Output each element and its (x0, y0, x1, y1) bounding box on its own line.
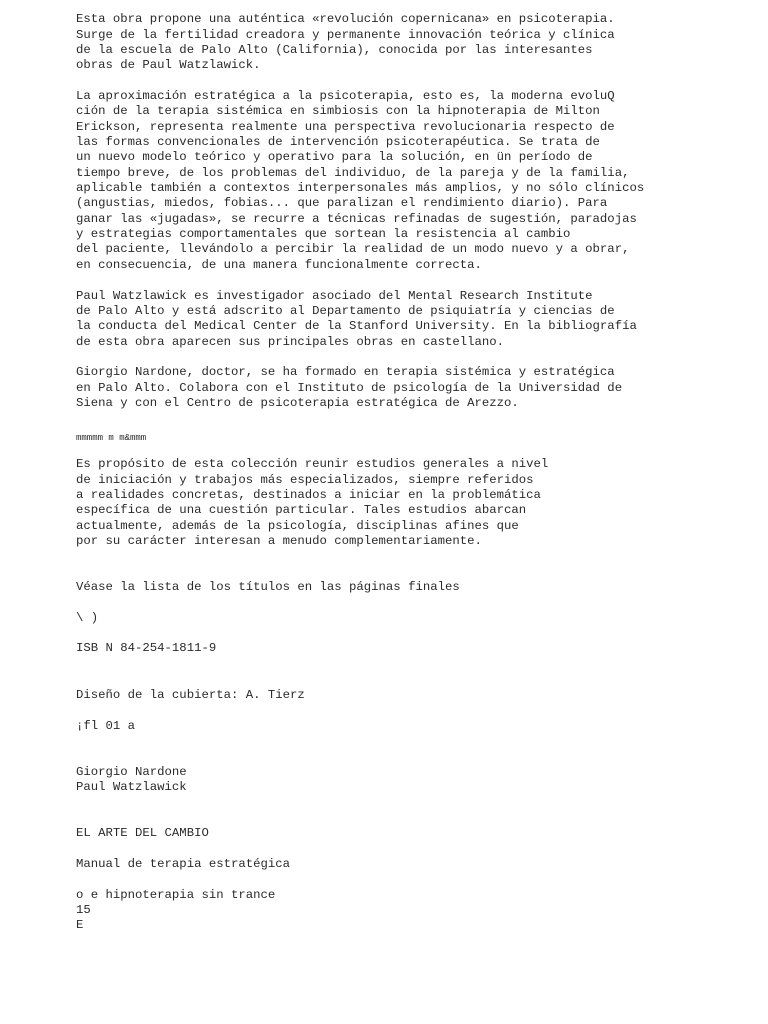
text-line: Erickson, representa realmente una perspectiva revolucionaria respecto de (76, 120, 615, 134)
text-line: Surge de la fertilidad creadora y permanente innovación teórica y clínica (76, 28, 615, 42)
text-line: La aproximación estratégica a la psicoterapia, esto es, la moderna evoluQ (76, 89, 615, 103)
text-line: Siena y con el Centro de psicoterapia estratégica de Arezzo. (76, 396, 519, 410)
text-line: del paciente, llevándolo a percibir la realidad de un modo nuevo y a obrar, (76, 242, 630, 256)
book-title: EL ARTE DEL CAMBIO (76, 826, 209, 840)
stray-marks: \ ) (76, 611, 99, 625)
text-line: la conducta del Medical Center de la Stanford University. En la bibliografía (76, 319, 637, 333)
text-line: tiempo breve, de los problemas del individuo, de la pareja y de la familia, (76, 166, 630, 180)
text-line: Giorgio Nardone, doctor, se ha formado en terapia sistémica y estratégica (76, 365, 615, 379)
text-line: por su carácter interesan a menudo complementariamente. (76, 534, 482, 548)
text-line: en Palo Alto. Colabora con el Instituto de psicología de la Universidad de (76, 381, 623, 395)
text-line: Es propósito de esta colección reunir estudios generales a nivel (76, 457, 549, 471)
text-line: Esta obra propone una auténtica «revolución copernicana» en psicoterapia. (76, 12, 615, 26)
text-line: y estrategias comportamentales que sortean la resistencia al cambio (76, 227, 571, 241)
cover-design-credit: Diseño de la cubierta: A. Tierz (76, 688, 305, 702)
text-line: específica de una cuestión particular. Tales estudios abarcan (76, 503, 527, 517)
text-line: en consecuencia, de una manera funcionalmente correcta. (76, 258, 482, 272)
text-line: Paul Watzlawick es investigador asociado del Mental Research Institute (76, 289, 593, 303)
text-line: un nuevo modelo teórico y operativo para la solución, en ün período de (76, 150, 593, 164)
text-line: aplicable también a contextos interpersonales más amplios, y no sólo clínicos (76, 181, 645, 195)
garbled-text: mmmmm m m&mmm (76, 433, 147, 443)
text-line: (angustias, miedos, fobias... que paralizan el rendimiento diario). Para (76, 196, 608, 210)
text-line: ción de la terapia sistémica en simbiosis con la hipnoterapia de Milton (76, 104, 600, 118)
text-line: las formas convencionales de intervención psicoterapéutica. Se trata de (76, 135, 600, 149)
text-line: de la escuela de Palo Alto (California), conocida por las interesantes (76, 43, 593, 57)
isbn: ISB N 84-254-1811-9 (76, 641, 217, 655)
text-line: de Palo Alto y está adscrito al Departamento de psiquiatría y ciencias de (76, 304, 615, 318)
text-line: actualmente, además de la psicología, disciplinas afines que (76, 519, 519, 533)
garbled-text: ¡fl 01 a (76, 719, 136, 733)
text-line: a realidades concretas, destinados a iniciar en la problemática (76, 488, 541, 502)
author-name: Giorgio Nardone (76, 765, 187, 779)
text-line: de esta obra aparecen sus principales obras en castellano. (76, 335, 505, 349)
text-line: de iniciación y trabajos más especializados, siempre referidos (76, 473, 534, 487)
book-subtitle: Manual de terapia estratégica (76, 857, 291, 871)
text-line: ganar las «jugadas», se recurre a técnicas refinadas de sugestión, paradojas (76, 212, 637, 226)
book-subtitle-2: o e hipnoterapia sin trance (76, 888, 276, 902)
titles-note: Véase la lista de los títulos en las páginas finales (76, 580, 460, 594)
author-name: Paul Watzlawick (76, 780, 187, 794)
stray-letter: E (76, 918, 84, 932)
text-line: obras de Paul Watzlawick. (76, 58, 261, 72)
stray-number: 15 (76, 903, 91, 917)
